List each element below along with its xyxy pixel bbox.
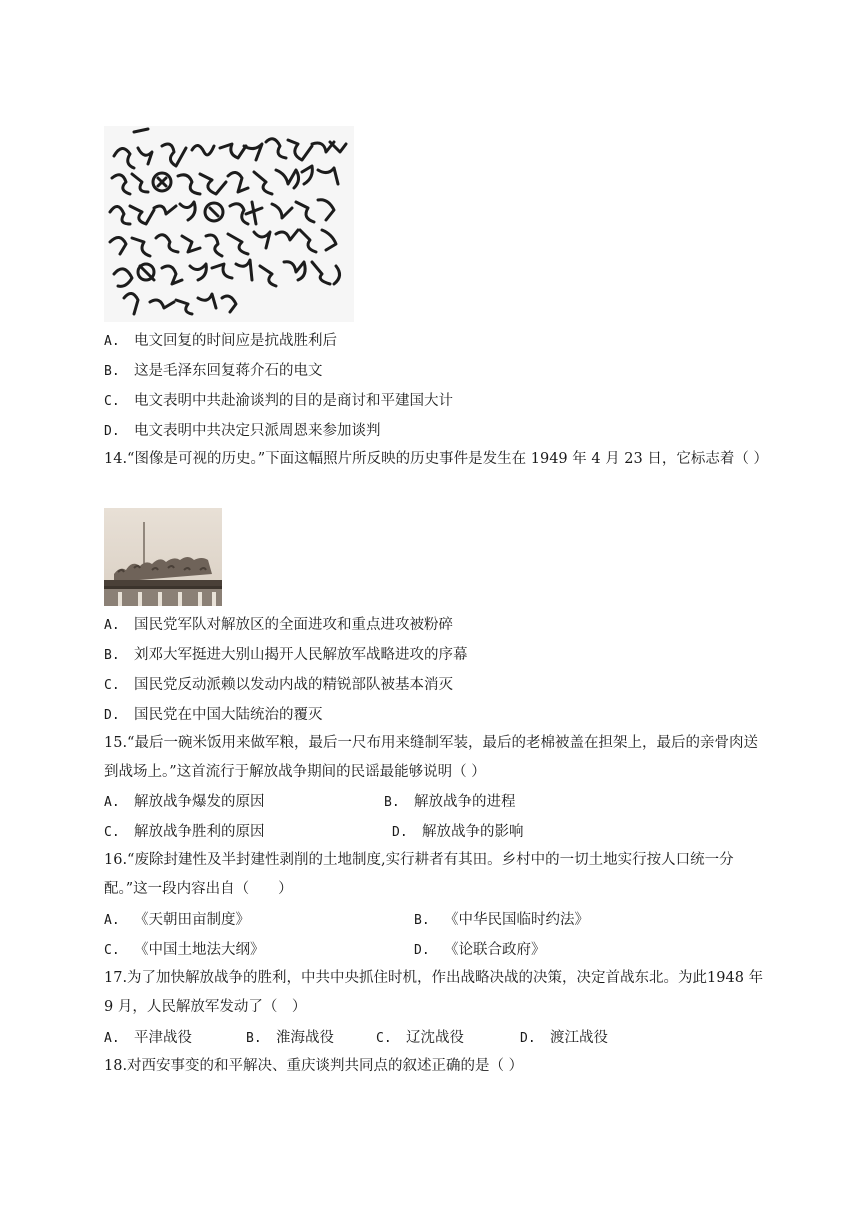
photo-drawing — [104, 508, 222, 606]
option-letter: C. — [104, 678, 120, 693]
q16-stem: 16.“废除封建性及半封建性剥削的土地制度,实行耕者有其田。乡村中的一切土地实行按人口统一分配。”这一段内容出自（ ） — [104, 852, 734, 897]
q15-stem: 15.“最后一碗米饭用来做军粮，最后一尺布用来缝制军装，最后的老棉被盖在担架上，最后的亲骨肉送到战场上。”这首流行于解放战争期间的民谣最能够说明（ ） — [104, 735, 758, 780]
option-letter: A. — [104, 913, 120, 928]
option-text: 辽沈战役 — [406, 1030, 464, 1046]
option-letter: A. — [104, 334, 120, 349]
option-letter: C. — [104, 825, 120, 840]
q15-option-c — [104, 822, 265, 843]
option-text: 国民党在中国大陆统治的覆灭 — [134, 707, 323, 723]
q17-option-c — [376, 1028, 464, 1049]
q14-option-c — [104, 675, 453, 696]
presidential-palace-photo — [104, 508, 222, 606]
q16-option-d — [414, 940, 546, 961]
option-text: 国民党反动派赖以发动内战的精锐部队被基本消灭 — [134, 677, 453, 693]
option-letter: B. — [414, 913, 430, 928]
telegram-image — [104, 126, 354, 322]
option-text: 解放战争的影响 — [422, 824, 524, 840]
option-letter: C. — [104, 394, 120, 409]
option-letter: D. — [392, 825, 408, 840]
option-text: 解放战争的进程 — [414, 794, 516, 810]
q16-option-b — [414, 910, 589, 931]
q14-option-b — [104, 645, 468, 666]
q17-option-a — [104, 1028, 192, 1049]
option-text: 淮海战役 — [276, 1030, 334, 1046]
option-letter: B. — [384, 795, 400, 810]
q17-stem: 17.为了加快解放战争的胜利，中共中央抓住时机，作出战略决战的决策，决定首战东北。为此1948 年 9 月，人民解放军发动了（ ） — [104, 970, 764, 1015]
option-text: 电文表明中共赴渝谈判的目的是商讨和平建国大计 — [134, 393, 453, 409]
option-letter: A. — [104, 1031, 120, 1046]
q15-option-b — [384, 792, 516, 813]
option-letter: D. — [414, 943, 430, 958]
option-letter: A. — [104, 618, 120, 633]
option-text: 平津战役 — [134, 1030, 192, 1046]
option-letter: A. — [104, 795, 120, 810]
option-letter: D. — [104, 424, 120, 439]
handwritten-telegram-drawing — [104, 126, 354, 322]
q14-option-a — [104, 615, 453, 636]
q14-option-d — [104, 705, 323, 726]
q13-option-a — [104, 331, 337, 352]
option-letter: C. — [376, 1031, 392, 1046]
option-text: 刘邓大军挺进大别山揭开人民解放军战略进攻的序幕 — [134, 647, 468, 663]
option-letter: D. — [520, 1031, 536, 1046]
option-text: 《天朝田亩制度》 — [134, 912, 250, 928]
option-text: 《中国土地法大纲》 — [134, 942, 265, 958]
option-text: 解放战争胜利的原因 — [134, 824, 265, 840]
q16-option-a — [104, 910, 250, 931]
option-text: 电文表明中共决定只派周恩来参加谈判 — [134, 423, 381, 439]
q16-option-c — [104, 940, 265, 961]
q13-option-b — [104, 361, 323, 382]
option-letter: D. — [104, 708, 120, 723]
option-letter: B. — [104, 648, 120, 663]
option-text: 国民党军队对解放区的全面进攻和重点进攻被粉碎 — [134, 617, 453, 633]
option-letter: B. — [104, 364, 120, 379]
option-text: 解放战争爆发的原因 — [134, 794, 265, 810]
q13-option-d — [104, 421, 381, 442]
option-letter: C. — [104, 943, 120, 958]
option-text: 渡江战役 — [550, 1030, 608, 1046]
q14-stem: 14.“图像是可视的历史。”下面这幅照片所反映的历史事件是发生在 1949 年 4 月 23 日，它标志着（ ） — [104, 451, 768, 467]
q18-stem: 18.对西安事变的和平解决、重庆谈判共同点的叙述正确的是（ ） — [104, 1058, 524, 1074]
q15-option-a — [104, 792, 265, 813]
option-text: 这是毛泽东回复蒋介石的电文 — [134, 363, 323, 379]
option-text: 《论联合政府》 — [444, 942, 546, 958]
q17-option-b — [246, 1028, 334, 1049]
option-text: 电文回复的时间应是抗战胜利后 — [134, 333, 337, 349]
q15-option-d — [392, 822, 524, 843]
q13-option-c — [104, 391, 453, 412]
option-text: 《中华民国临时约法》 — [444, 912, 589, 928]
q17-option-d — [520, 1028, 608, 1049]
option-letter: B. — [246, 1031, 262, 1046]
